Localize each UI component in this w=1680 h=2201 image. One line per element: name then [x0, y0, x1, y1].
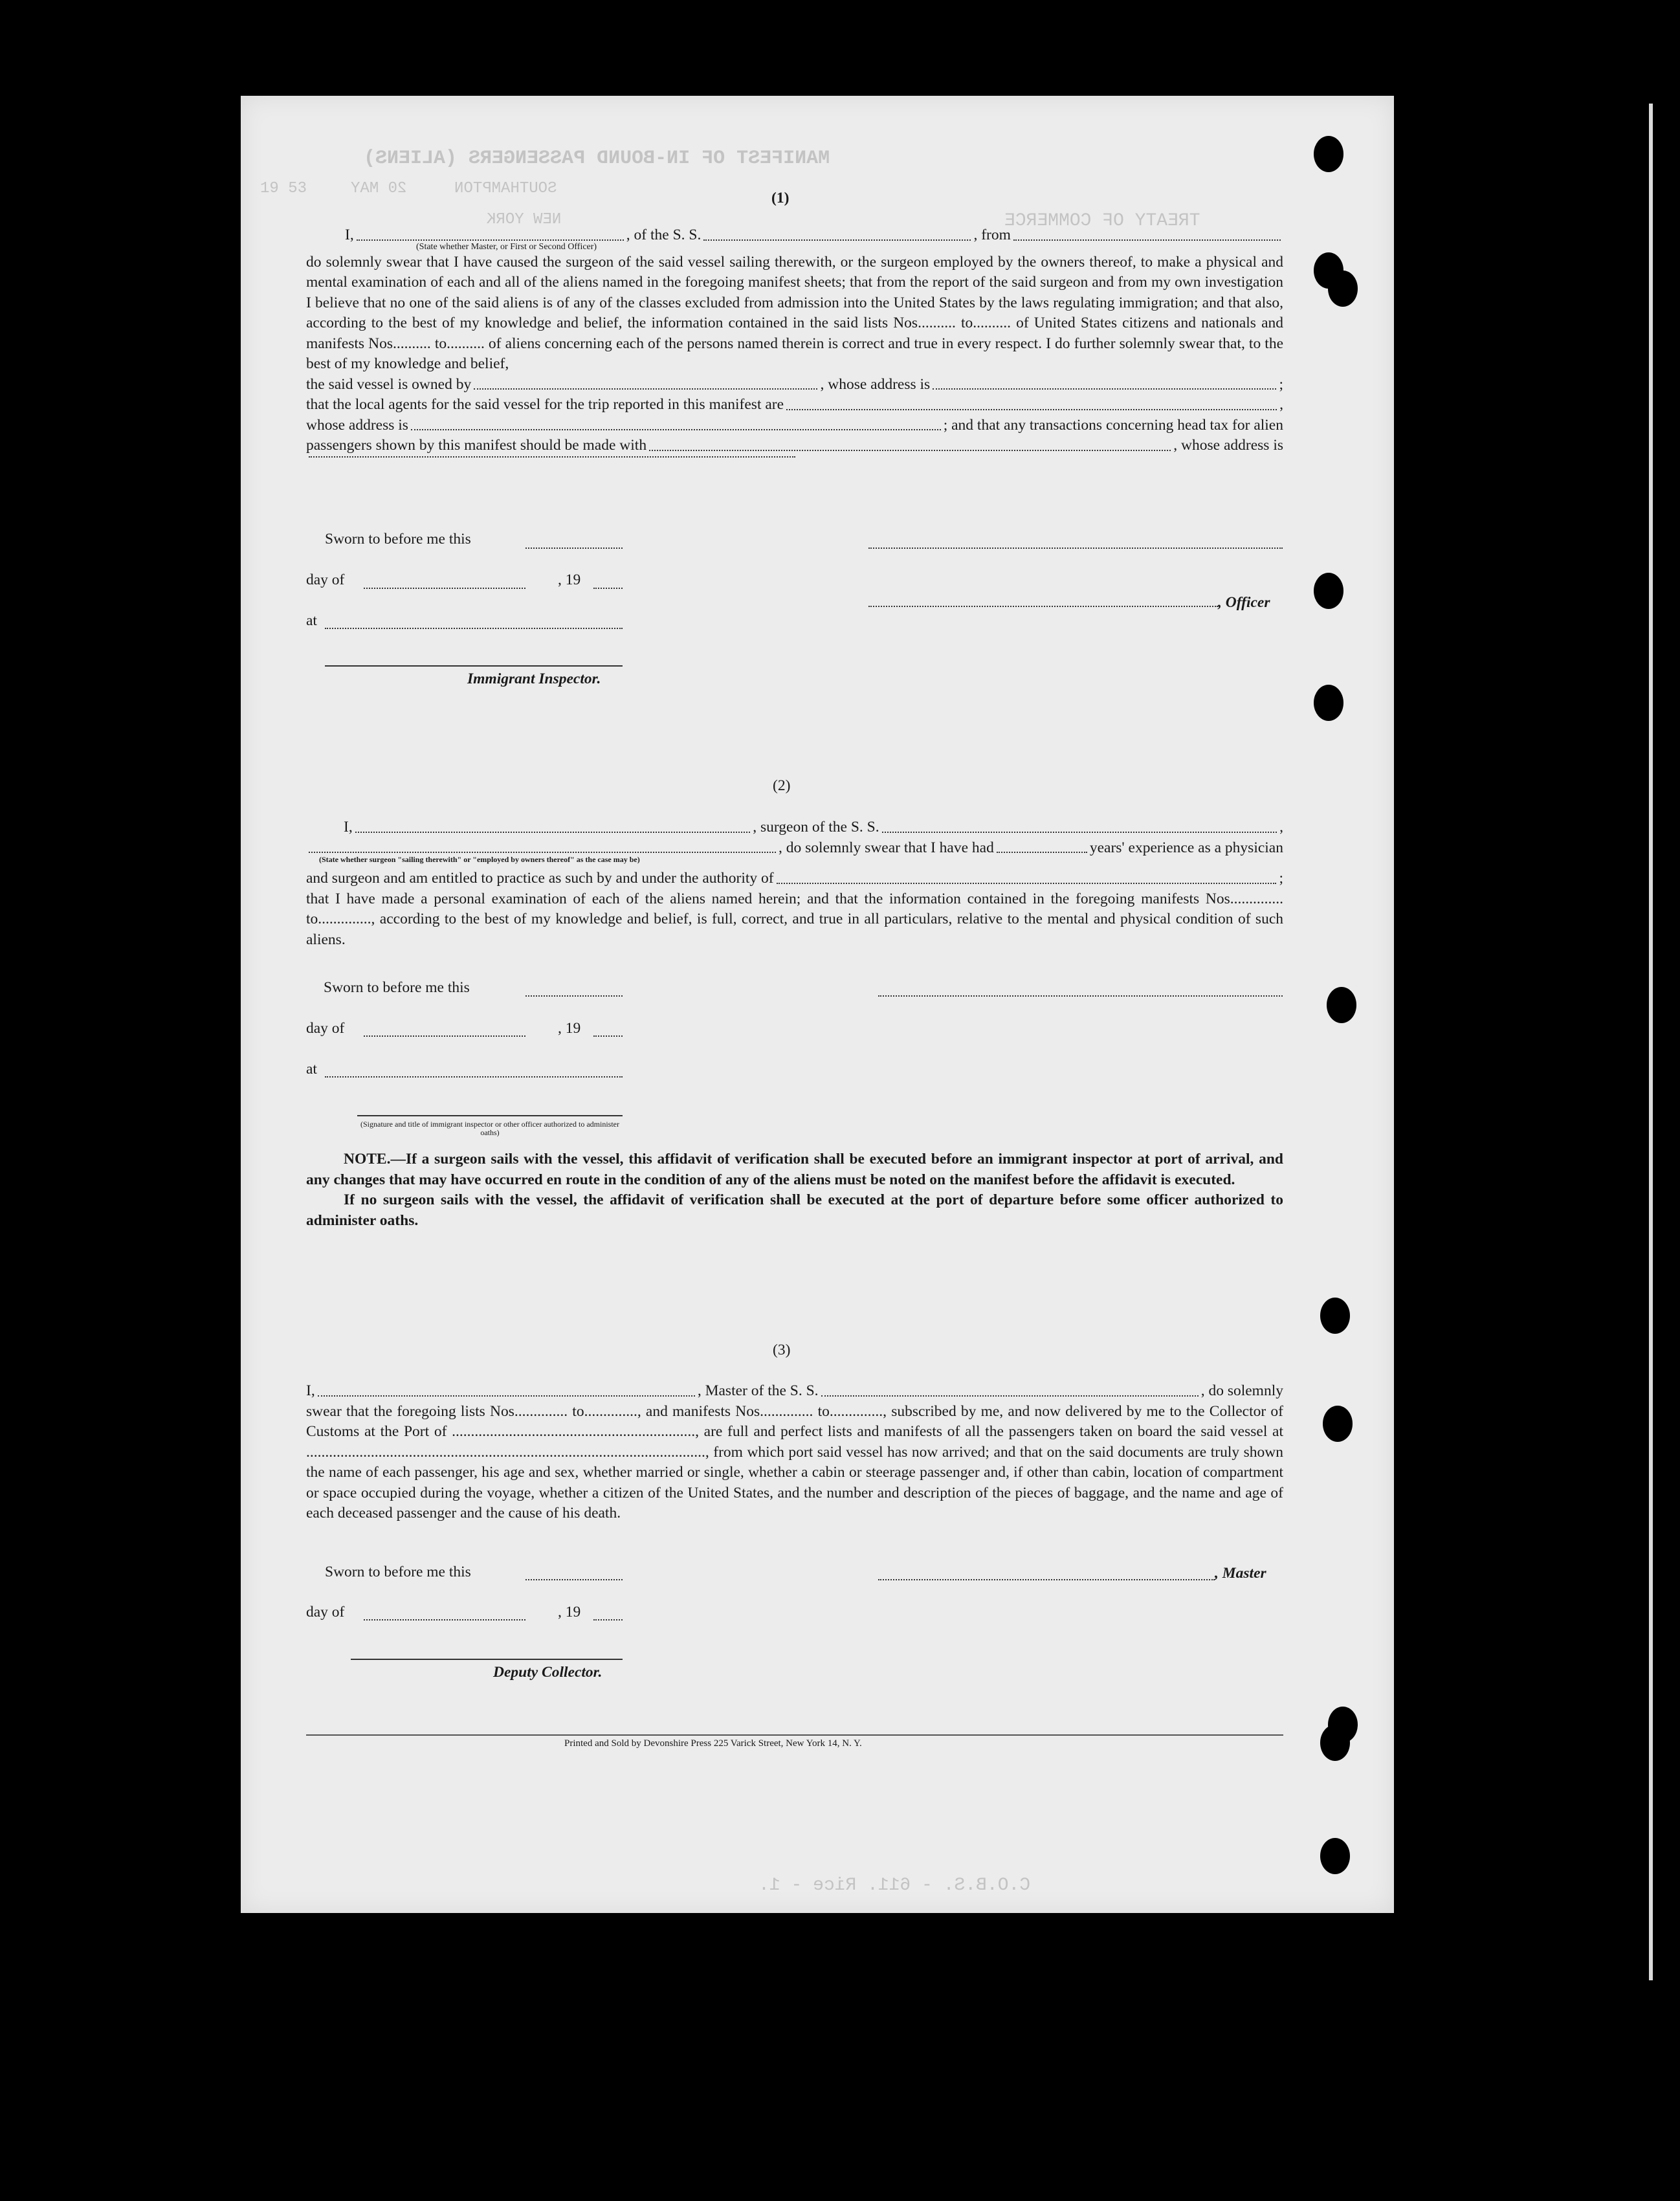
s1-officer-label: , Officer	[1218, 594, 1270, 611]
ghost-bottom: C.O.B.S. - 611. Rice - 1.	[758, 1875, 1031, 1896]
s2-note-label: NOTE.	[344, 1151, 391, 1167]
s2-year-field[interactable]	[593, 1035, 623, 1037]
s3-vessel-field[interactable]	[821, 1381, 1199, 1397]
s3-year-field[interactable]	[593, 1619, 623, 1620]
section-3-number: (3)	[773, 1342, 791, 1358]
s3-master-signature-line[interactable]	[878, 1579, 1215, 1580]
s2-sworn-field[interactable]	[525, 995, 623, 997]
s2-surgeon-name-field[interactable]	[355, 817, 751, 833]
s3-year: , 19	[558, 1604, 581, 1620]
s3-collector-line[interactable]	[351, 1659, 623, 1660]
s2-day-field[interactable]	[364, 1035, 525, 1037]
s2-body: that I have made a personal examination of each of the aliens named herein; and that the information contained in the foregoing manifests Nos.............. to.............., according to the best of my knowledge and belief, is full, correct, and true in all particulars, relative to the mental and physical condition of such aliens.	[306, 890, 1283, 948]
s1-day-of: day of	[306, 571, 345, 588]
s3-sworn: Sworn to before me this	[325, 1564, 471, 1580]
s1-owner-address-field[interactable]	[933, 375, 1276, 390]
s2-status-field[interactable]	[309, 838, 776, 854]
ghost-date: 20 MAY	[351, 180, 407, 197]
s3-i: I,	[306, 1382, 315, 1399]
s1-at: at	[306, 612, 317, 629]
s1-sworn: Sworn to before me this	[325, 531, 471, 547]
section-1	[306, 225, 1283, 463]
s3-day-of: day of	[306, 1604, 345, 1620]
s2-surgeon-label: , surgeon of the S. S.	[753, 819, 879, 835]
s2-authority-field[interactable]	[777, 868, 1277, 884]
s1-agents-addr-label: whose address is	[306, 416, 408, 434]
s1-officer-field[interactable]	[357, 225, 624, 241]
punch-hole	[1323, 1406, 1353, 1442]
s1-owned-label: the said vessel is owned by	[306, 375, 472, 393]
s1-signature-line[interactable]	[868, 547, 1283, 549]
s2-line-1: I, , surgeon of the S. S. ,	[306, 817, 1283, 838]
section-2-number: (2)	[773, 777, 791, 794]
punch-hole	[1314, 685, 1343, 721]
s2-line-3: and surgeon and am entitled to practice as such by and under the authority of ;	[306, 868, 1283, 889]
s2-authority-label: and surgeon and am entitled to practice as such by and under the authority of	[306, 870, 774, 887]
ghost-title: MANIFEST OF IN-BOUND PASSENGERS (ALIENS)	[364, 148, 830, 170]
s3-body: swear that the foregoing lists Nos.............. to.............., and manifests Nos.............. to.............., subscribed by me, and now delivered by me to the Collector of Customs at the Port of ................................................................, are full and perfect lists and manifests of all the passengers taken on board the said vessel at ........................................................................................................., from which port said vessel has now arrived; and that on the said documents are truly shown the name of each passenger, his age and sex, whether married or single, whether a cabin or steerage passenger and, if other than cabin, location of compartment or space occupied during the voyage, whether a citizen of the United States, and the number and description of the pieces of baggage, and the name and age of each deceased passenger and the cause of his death.	[306, 1402, 1283, 1521]
s2-note	[306, 1149, 1283, 1231]
s1-body: do solemnly swear that I have caused the surgeon of the said vessel sailing therewith, or the surgeon employed by the owners thereof, to make a physical and mental examination of each and all of the aliens named in the foregoing manifest sheets; that from the report of the said surgeon and from my own investigation I believe that no one of the said aliens is of any of the classes excluded from admission into the United States by the laws regulating immigration; and that also, according to the best of my knowledge and belief, the information contained in the said lists Nos.......... to.......... of United States citizens and nationals and manifests Nos.......... to.......... of aliens concerning each of the persons named therein is correct and true in every respect. I do further solemnly swear that, to the best of my knowledge and belief,	[306, 253, 1283, 372]
s3-master-label-sig: , Master	[1215, 1565, 1266, 1582]
s1-officer-note: (State whether Master, or First or Second Officer)	[416, 241, 597, 252]
section-2	[306, 817, 1283, 950]
s2-i: I,	[344, 819, 353, 835]
s2-at: at	[306, 1061, 317, 1078]
s2-note-2: If no surgeon sails with the vessel, the affidavit of verification shall be executed at the port of departure before some officer authorized to administer oaths.	[306, 1191, 1283, 1229]
s1-head-tax-field[interactable]	[649, 436, 1171, 451]
s1-agents-line: that the local agents for the said vessel for the trip reported in this manifest are ,	[306, 395, 1283, 415]
punch-hole	[1320, 1298, 1350, 1334]
s2-day-of: day of	[306, 1020, 345, 1037]
s1-agents-label: that the local agents for the said vessel for the trip reported in this manifest are	[306, 396, 784, 413]
s2-years-field[interactable]	[997, 838, 1087, 854]
ghost-mid: NEW YORK	[487, 211, 562, 228]
s2-sig-note: (Signature and title of immigrant inspector or other officer authorized to administer oaths)	[360, 1120, 619, 1137]
s1-at-field[interactable]	[325, 628, 623, 629]
section-3	[306, 1381, 1283, 1524]
s2-signature-line[interactable]	[878, 995, 1283, 997]
s1-agents-field[interactable]	[786, 395, 1277, 410]
s1-passengers-addr-label: , whose address is	[1173, 437, 1283, 454]
punch-hole	[1320, 1725, 1350, 1761]
s1-day-field[interactable]	[364, 588, 525, 589]
punch-hole	[1328, 271, 1358, 307]
s1-inspector-label: Immigrant Inspector.	[467, 670, 601, 687]
s3-day-field[interactable]	[364, 1619, 525, 1620]
s2-years-label: years' experience as a physician	[1089, 839, 1283, 856]
s2-officer-line[interactable]	[357, 1115, 623, 1116]
printer-footer: Printed and Sold by Devonshire Press 225 Varick Street, New York 14, N. Y.	[564, 1738, 862, 1749]
manifest-page	[241, 96, 1394, 1913]
s1-head-tax-label: ; and that any transactions concerning head tax for alien	[943, 416, 1283, 434]
s2-note-text: —If a surgeon sails with the vessel, this affidavit of verification shall be executed before an immigrant inspector at port of arrival, and any changes that may have occurred en route in the condition of any of the aliens must be noted on the manifest before the affidavit is executed.	[306, 1151, 1283, 1188]
s3-master-name-field[interactable]	[318, 1381, 695, 1397]
adjacent-page-edge	[1649, 104, 1653, 1980]
ghost-port: SOUTHAMPTON	[454, 180, 557, 197]
s1-officer-line[interactable]	[868, 606, 1218, 607]
s2-year: , 19	[558, 1020, 581, 1037]
s1-owned-addr-label: , whose address is	[820, 375, 931, 393]
s1-agents-address-field[interactable]	[411, 415, 941, 431]
s1-head-tax-address-field[interactable]	[309, 456, 795, 458]
punch-hole	[1314, 136, 1343, 172]
s1-inspector-line[interactable]	[325, 665, 623, 667]
s2-sworn: Sworn to before me this	[324, 979, 470, 996]
s1-owner-field[interactable]	[474, 375, 817, 390]
s1-vessel-field[interactable]	[703, 225, 971, 241]
s1-year: , 19	[558, 571, 581, 588]
s1-owned-line: the said vessel is owned by , whose address is ;	[306, 375, 1283, 395]
s1-i: I,	[345, 227, 354, 243]
punch-hole	[1320, 1838, 1350, 1874]
s2-swear-label: , do solemnly swear that I have had	[779, 839, 994, 856]
s2-vessel-field[interactable]	[882, 817, 1277, 833]
s2-at-field[interactable]	[325, 1076, 623, 1078]
s3-line-1	[306, 1381, 1283, 1402]
section-1-number: (1)	[771, 190, 790, 206]
s1-of-ss: , of the S. S.	[626, 227, 702, 243]
s1-from-field[interactable]	[1013, 225, 1281, 241]
s1-sworn-field[interactable]	[525, 547, 623, 549]
s3-collector-label: Deputy Collector.	[493, 1664, 602, 1681]
s1-passengers-line	[306, 436, 1283, 456]
footer-rule	[306, 1734, 1283, 1736]
punch-hole	[1327, 987, 1356, 1023]
s2-note-para	[306, 1149, 1283, 1190]
punch-hole	[1314, 573, 1343, 609]
ghost-right: TREATY OF COMMERCE	[1004, 211, 1200, 231]
s3-master-label: , Master of the S. S.	[697, 1382, 819, 1399]
s3-solemnly-label: , do solemnly	[1200, 1382, 1283, 1399]
s3-sworn-field[interactable]	[525, 1579, 623, 1580]
s1-from: , from	[973, 227, 1011, 243]
s1-passengers-label: passengers shown by this manifest should be made with	[306, 437, 647, 454]
s1-year-field[interactable]	[593, 588, 623, 589]
s1-agents-addr-line	[306, 415, 1283, 436]
s2-status-note: (State whether surgeon "sailing therewith" or "employed by owners thereof" as the case may be)	[319, 855, 640, 864]
ghost-year: 19 53	[260, 180, 307, 197]
s1-passengers-addr-line	[306, 456, 798, 463]
